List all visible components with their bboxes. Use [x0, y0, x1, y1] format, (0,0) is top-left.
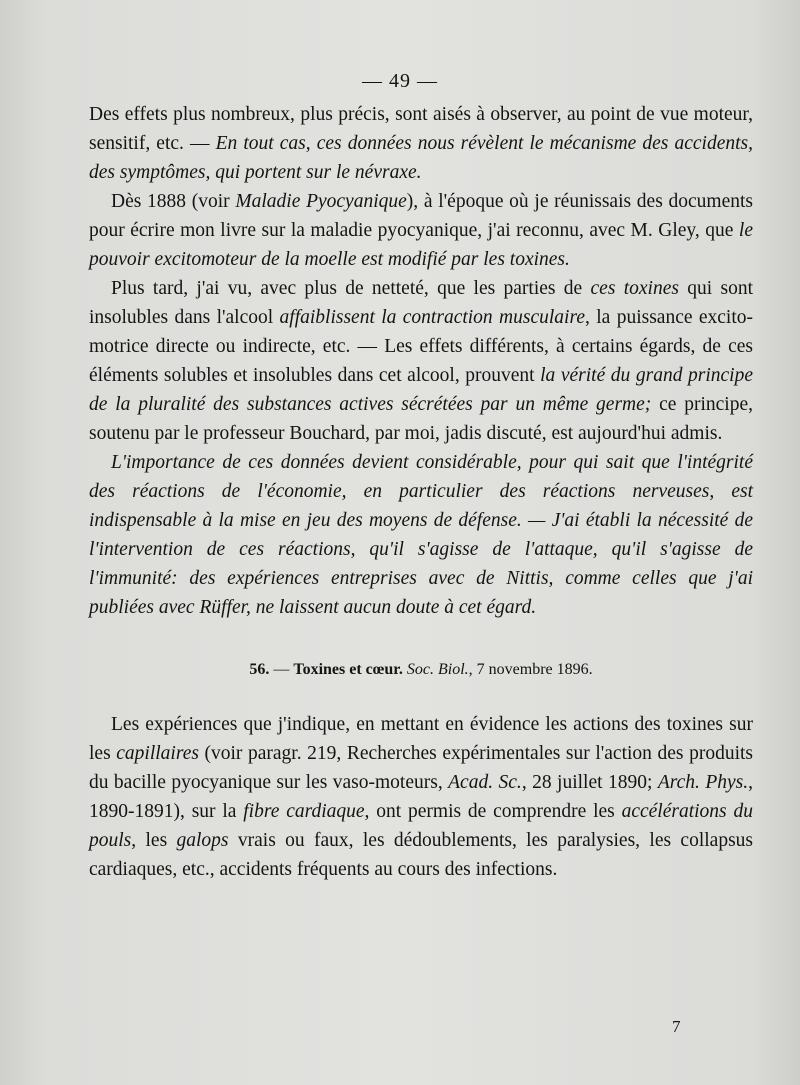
section-dash: —: [269, 661, 294, 678]
paragraph: [89, 274, 753, 448]
paragraph: [89, 448, 753, 622]
text-run: Dès 1888 (voir: [111, 191, 236, 212]
section-paragraphs: [89, 710, 753, 884]
text-run: Les expériences que j'indique, en mettant en évidence les actions des toxines sur les: [89, 714, 753, 764]
section-date: , 7 novembre 1896.: [468, 661, 593, 678]
italic-text: galops: [176, 830, 229, 851]
text-run: ce principe, soutenu par le professeur Bouchard, par moi, jadis discuté, est aujourd'hui admis.: [89, 394, 753, 444]
italic-text: le pouvoir excitomoteur de la moelle est modifié par les toxines.: [89, 220, 753, 270]
italic-text: Acad. Sc.: [448, 772, 522, 793]
italic-text: L'importance de ces données devient considérable, pour qui sait que l'intégrité des réactions de l'économie, en particulier des réactions nerveuses, est indispensable à la mise en jeu des moyens de défense. — J'ai établi la nécessité de l'intervention de ces réactions, qu'il s'agisse de l'attaque, qu'il s'agisse de l'immunité: des expériences entreprises avec de Nittis, comme celles que j'ai publiées avec Rüffer, ne laissent aucun doute à cet égard.: [89, 452, 753, 618]
text-run: (voir paragr. 219, Recherches expérimentales sur l'action des produits du bacille pyocyanique sur les vaso-moteurs,: [89, 743, 753, 793]
text-run: qui sont insolubles dans l'alcool: [89, 278, 754, 328]
italic-text: la vérité du grand principe de la pluralité des substances actives sécrétées par un même germe;: [89, 365, 753, 415]
text-run: , les: [131, 830, 177, 851]
italic-text: accélérations du pouls: [89, 801, 753, 851]
italic-text: Arch. Phys.: [657, 772, 749, 793]
italic-text: En tout cas, ces données nous révèlent le mécanisme des accidents, des symptômes, qui portent sur le névraxe.: [89, 133, 753, 183]
italic-text: capillaires: [116, 743, 199, 764]
italic-text: fibre cardiaque: [243, 801, 365, 822]
folio-number: 7: [672, 1017, 681, 1036]
paragraph: [89, 187, 753, 274]
text-run: ), à l'époque où je réunissais des documents pour écrire mon livre sur la maladie pyocyanique, j'ai reconnu, avec M. Gley, que: [89, 191, 753, 241]
text-run: , 28 juillet 1890;: [521, 772, 658, 793]
page-number: — 49 —: [362, 70, 438, 92]
italic-text: ces toxines: [590, 278, 679, 299]
text-run: , ont permis de comprendre les: [364, 801, 622, 822]
paragraph: [89, 710, 753, 884]
text-run: Plus tard, j'ai vu, avec plus de netteté, que les parties de: [111, 278, 591, 299]
paragraph: [89, 100, 753, 187]
section-title: Toxines et cœur.: [293, 661, 403, 678]
section-heading: [89, 660, 753, 680]
text-run: , 1890-1891), sur la: [89, 772, 753, 822]
section-number: 56.: [249, 661, 270, 678]
section-source: Soc. Biol.: [406, 661, 469, 678]
text-run: Des effets plus nombreux, plus précis, sont aisés à observer, au point de vue moteur, sensitif, etc. —: [89, 104, 753, 154]
main-paragraphs: [89, 100, 753, 622]
text-run: , la puissance excito-motrice directe ou indirecte, etc. — Les effets différents, à certains égards, de ces éléments solubles et insolubles dans cet alcool, prouvent: [89, 307, 754, 386]
italic-text: Maladie Pyocyanique: [235, 191, 407, 212]
italic-text: affaiblissent la contraction musculaire: [279, 307, 585, 328]
text-run: vrais ou faux, les dédoublements, les paralysies, les collapsus cardiaques, etc., accidents fréquents au cours des infections.: [89, 830, 753, 880]
body-text: [89, 100, 753, 884]
